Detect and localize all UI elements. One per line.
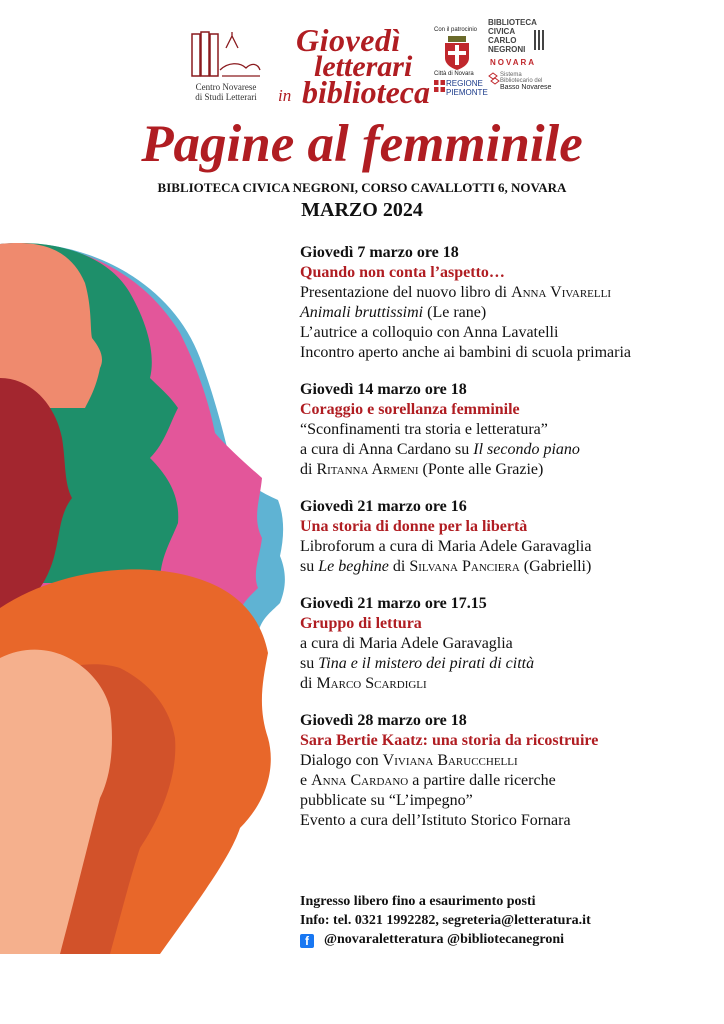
facebook-icon[interactable]: f	[300, 934, 314, 948]
event-date: Giovedì 7 marzo ore 18	[300, 244, 459, 261]
text-segment: a cura di Maria Adele Garavaglia	[300, 635, 513, 652]
giovedi-letterari-logo	[278, 22, 428, 112]
event-description-line	[300, 557, 712, 577]
text-segment: su	[300, 655, 319, 672]
book-title: Animali bruttissimi	[300, 304, 424, 321]
patrocinio-label: Con il patrocinio	[434, 27, 478, 33]
person-name: Viviana Barucchelli	[382, 752, 518, 769]
event-description-line	[300, 751, 712, 771]
ingresso-text: Ingresso libero fino a esaurimento posti	[300, 894, 536, 909]
event-date: Giovedì 28 marzo ore 18	[300, 712, 467, 729]
text-segment: “Sconfinamenti tra storia e letteratura”	[300, 421, 548, 438]
event-item	[300, 711, 712, 831]
event-item	[300, 594, 712, 694]
biblioteca-negroni-logo	[488, 18, 548, 68]
biblio-line-3: CARLO	[488, 36, 517, 45]
regione-piemonte-icon	[434, 80, 445, 92]
event-description-line	[300, 634, 712, 654]
text-segment: (Le rane)	[423, 304, 487, 321]
person-name: Ritanna Armeni	[316, 461, 419, 478]
event-description-line	[300, 460, 712, 480]
event-description-line	[300, 343, 712, 363]
event-description-line	[300, 420, 712, 440]
text-segment: a partire dalle ricerche	[408, 772, 556, 789]
month-heading: MARZO 2024	[301, 199, 423, 221]
biblio-line-1: BIBLIOTECA	[488, 18, 537, 27]
sistema-bibliotecario-logo	[488, 70, 552, 100]
text-segment: di	[300, 461, 317, 478]
person-name: Silvana Panciera	[409, 558, 520, 575]
text-segment: pubblicate su “L’impegno”	[300, 792, 473, 809]
event-title: Coraggio e sorellanza femminile	[300, 401, 520, 418]
logo-word-biblioteca: biblioteca	[302, 74, 430, 110]
event-description-line	[300, 283, 712, 303]
citta-di-novara-label: Città di Novara	[434, 71, 474, 77]
event-title: Una storia di donne per la libertà	[300, 518, 528, 535]
logo-word-giovedi: Giovedì	[296, 22, 401, 58]
text-segment: (Ponte alle Grazie)	[418, 461, 544, 478]
centro-novarese-logo	[186, 30, 266, 106]
event-title: Quando non conta l’aspetto…	[300, 264, 505, 281]
logo-word-in: in	[278, 86, 292, 105]
sistema-wave-icon	[488, 72, 500, 86]
text-segment: di	[388, 558, 410, 575]
biblio-city: NOVARA	[490, 58, 537, 67]
event-item	[300, 380, 712, 480]
text-segment: Incontro aperto anche ai bambini di scuola primaria	[300, 344, 631, 361]
venue-address: BIBLIOTECA CIVICA NEGRONI, CORSO CAVALLOTTI 6, NOVARA	[157, 180, 567, 195]
footer-info	[300, 892, 712, 949]
text-segment: (Gabrielli)	[519, 558, 592, 575]
patrocinio-logos	[432, 27, 488, 107]
event-date: Giovedì 21 marzo ore 16	[300, 498, 467, 515]
text-segment: Libroforum a cura di Maria Adele Garavaglia	[300, 538, 592, 555]
book-title: Le beghine	[318, 558, 389, 575]
event-description-line	[300, 303, 712, 323]
social-row	[300, 930, 712, 949]
event-date: Giovedì 21 marzo ore 17.15	[300, 595, 487, 612]
library-bars-icon	[534, 30, 546, 50]
event-description-line	[300, 654, 712, 674]
centro-caption-line1: Centro Novarese	[195, 82, 257, 92]
text-segment: e	[300, 772, 312, 789]
person-name: Anna Cardano	[311, 772, 409, 789]
book-title: Il secondo piano	[473, 441, 580, 458]
text-segment: Dialogo con	[300, 752, 383, 769]
event-title: Sara Bertie Kaatz: una storia da ricostruire	[300, 732, 599, 749]
event-description-line	[300, 771, 712, 791]
text-segment: a cura di Anna Cardano su	[300, 441, 474, 458]
biblio-line-2: CIVICA	[488, 27, 516, 36]
social-handles[interactable]: @novaraletteratura @bibliotecanegroni	[324, 932, 565, 947]
event-description-line	[300, 811, 712, 831]
book-title: Tina e il mistero dei pirati di città	[318, 655, 535, 672]
sistema-small-label: Sistema Bibliotecario del	[500, 72, 543, 84]
event-description-line	[300, 674, 712, 694]
biblio-line-4: NEGRONI	[488, 45, 526, 54]
sistema-name: Basso Novarese	[500, 84, 552, 91]
text-segment: L’autrice a colloquio con Anna Lavatelli	[300, 324, 559, 341]
info-contact: Info: tel. 0321 1992282, segreteria@letteratura.it	[300, 913, 591, 928]
logo-word-letterari: letterari	[314, 50, 413, 83]
person-name: Anna Vivarelli	[511, 284, 612, 301]
event-title: Gruppo di lettura	[300, 615, 422, 632]
event-description-line	[300, 323, 712, 343]
main-title: Pagine al femminile	[141, 115, 583, 173]
person-name: Marco Scardigli	[316, 675, 427, 692]
text-segment: Evento a cura dell’Istituto Storico Fornara	[300, 812, 571, 829]
event-description-line	[300, 791, 712, 811]
text-segment: su	[300, 558, 319, 575]
books-icon	[190, 30, 262, 80]
women-silhouettes-illustration	[0, 238, 300, 954]
regione-piemonte-label: REGIONE PIEMONTE	[446, 79, 488, 97]
event-description-line	[300, 440, 712, 460]
event-item	[300, 243, 712, 363]
event-item	[300, 497, 712, 577]
text-segment: di	[300, 675, 317, 692]
centro-caption-line2: di Studi Letterari	[195, 92, 257, 102]
event-date: Giovedì 14 marzo ore 18	[300, 381, 467, 398]
text-segment: Presentazione del nuovo libro di	[300, 284, 512, 301]
novara-coat-of-arms-icon	[442, 36, 472, 70]
events-list	[300, 243, 712, 848]
event-description-line	[300, 537, 712, 557]
